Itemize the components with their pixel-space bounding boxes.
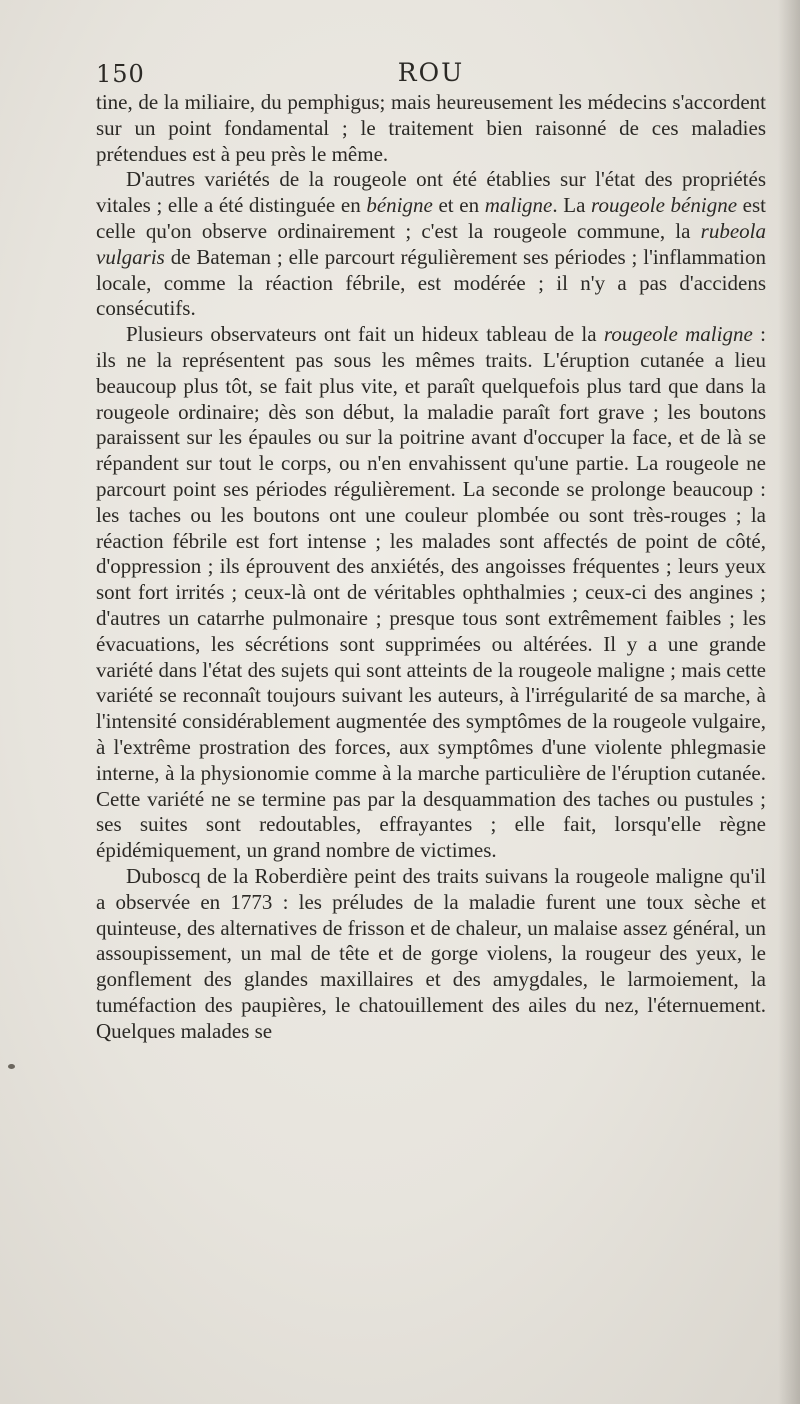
italic-term-benigne: bénigne: [366, 193, 433, 218]
paragraph-2: [96, 167, 766, 322]
text-segment: D'autres variétés de la rougeole ont été établies sur l'état des propriétés vitales ; elle a été distinguée en: [96, 167, 766, 218]
text-segment: : ils ne la représentent pas sous les mêmes traits. L'éruption cutanée a lieu beaucoup plus tôt, se fait plus vite, et paraît quelquefois plus tard que dans la rougeole ordinaire; dès son début, la maladie paraît fort grave ; les boutons paraissent sur les épaules ou sur la poitrine avant d'occuper la face, et de là se répandent sur tout le corps, ou n'en envahissent qu'une partie. La rougeole ne parcourt point ses périodes régulièrement. La seconde se prolonge beaucoup : les taches ou les boutons ont une couleur plombée ou sont très-rouges ; la réaction fébrile est fort intense ; les malades sont affectés de point de côté, d'oppression ; ils éprouvent des anxiétés, des angoisses fréquentes ; leurs yeux sont fort irrités ; ceux-là ont de véritables ophthalmies ; ceux-ci des angines ; d'autres un catarrhe pulmonaire ; presque tous sont extrêmement faibles ; les évacuations, les sécrétions sont supprimées ou altérées. Il y a une grande variété dans l'état des sujets qui sont atteints de la rougeole maligne ; mais cette variété se reconnaît toujours suivant les auteurs, à l'irrégularité de sa marche, à l'intensité considérablement augmentée des symptômes de la rougeole vulgaire, à l'extrême prostration des forces, aux symptômes d'une violente phlegmasie interne, à la physionomie comme à la marche particulière de l'éruption cutanée. Cette variété ne se termine pas par la desquammation des taches ou pustules ; ses suites sont redoutables, effrayantes ; elle fait, lorsqu'elle règne épidémiquement, un grand nombre de victimes.: [96, 322, 767, 863]
text-segment: . La: [552, 193, 592, 218]
page-number: 150: [96, 60, 145, 88]
italic-term-rubeola-vulgaris: rubeola vulgaris: [96, 218, 766, 269]
italic-term-rougeole-maligne: rougeole maligne: [603, 322, 753, 347]
italic-term-maligne: maligne: [484, 193, 553, 218]
italic-term-rougeole-benigne: rougeole bénigne: [591, 193, 738, 218]
text-segment: Plusieurs observateurs ont fait un hideux tableau de la: [126, 322, 604, 347]
paragraph-1: [96, 90, 766, 167]
text-segment: de Bateman ; elle parcourt régulièrement ses périodes ; l'inflammation locale, comme la réaction fébrile, est modérée ; il n'y a pas d'accidens consécutifs.: [96, 244, 766, 321]
running-head: [96, 54, 766, 90]
text-segment: est celle qu'on observe ordinairement ; c'est la rougeole commune, la: [96, 193, 766, 243]
text-segment: et en: [432, 193, 485, 218]
running-title: ROU: [397, 58, 465, 87]
paragraph-3: [96, 322, 766, 864]
text-body: [96, 90, 766, 1044]
paragraph-4: [96, 864, 766, 1045]
text-segment: tine, de la miliaire, du pemphigus; mais heureusement les médecins s'accordent sur un point fondamental ; le traitement bien raisonné de ces maladies prétendues est à peu près le même.: [96, 90, 766, 166]
ink-speck: [8, 1064, 15, 1069]
text-segment: Duboscq de la Roberdière peint des traits suivans la rougeole maligne qu'il a observée en 1773 : les préludes de la maladie furent une toux sèche et quinteuse, des alternatives de frisson et de chaleur, un malaise assez général, un assoupissement, un mal de tête et de gorge violens, la rougeur des yeux, le gonflement des glandes maxillaires et des amygdales, le larmoiement, la tuméfaction des paupières, le chatouillement des ailes du nez, l'éternuement. Quelques malades se: [96, 863, 766, 1043]
